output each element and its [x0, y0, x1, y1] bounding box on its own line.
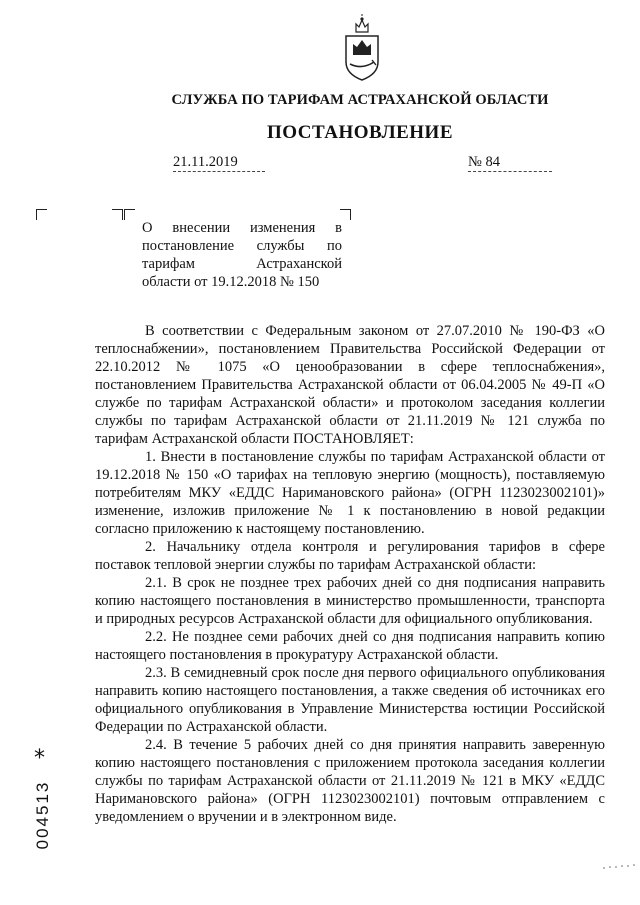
coat-of-arms-emblem — [340, 14, 384, 82]
preamble-paragraph: В соответствии с Федеральным законом от 27.07.2010 № 190-ФЗ «О теплоснабжении», постановлением Правительства Российской Федерации от 22.10.2012 № 1075 «О ценообразовании в сфере теплоснабжения», постановлением Правительства Астраханской области от 06.04.2005 № 49-П «О службе по тарифам Астраханской области» и протоколом заседания коллегии службы по тарифам Астраханской области от 21.11.2019 № 121 служба по тарифам Астраханской области ПОСТАНОВЛЯЕТ: — [95, 323, 605, 447]
subject-line: постановление службы по — [142, 238, 342, 254]
clause-2-4-paragraph: 2.4. В течение 5 рабочих дней со дня принятия направить заверенную копию настоящего постановления с приложением протокола заседания коллегии службы по тарифам Астраханской области от 21.11.2019 № 121 в МКУ «ЕДДС Наримановского района» (ОГРН 1123023002101) почтовым отправлением с уведомлением о вручении и в электронном виде. — [95, 737, 605, 825]
document-date: 21.11.2019 — [173, 154, 238, 170]
clause-2-1-paragraph: 2.1. В срок не позднее трех рабочих дней со дня подписания направить копию настоящего постановления в министерство промышленности, транспорта и природных ресурсов Астраханской области для официального опубликования. — [95, 575, 605, 627]
subject-line: области от 19.12.2018 № 150 — [142, 274, 320, 290]
corner-mark-subject-left-b — [124, 209, 135, 220]
document-body — [95, 322, 605, 826]
date-underline — [173, 171, 265, 172]
corner-mark-subject-left-a — [112, 209, 123, 220]
scan-artifact-dots — [600, 862, 640, 872]
stamp-number: 004513 — [33, 780, 52, 850]
registration-stamp — [32, 748, 54, 858]
subject-line: О внесении изменения в — [142, 220, 342, 236]
organization-name: СЛУЖБА ПО ТАРИФАМ АСТРАХАНСКОЙ ОБЛАСТИ — [171, 92, 549, 108]
stamp-star-mark: * — [34, 746, 45, 771]
clause-2-paragraph: 2. Начальнику отдела контроля и регулирования тарифов в сфере поставок тепловой энергии службы по тарифам Астраханской области: — [95, 539, 605, 573]
number-underline — [468, 171, 552, 172]
clause-2-3-paragraph: 2.3. В семидневный срок после дня первого официального опубликования направить копию настоящего постановления, а также сведения об источниках его официального опубликования в Управление Министерства юстиции Российской Федерации по Астраханской области. — [95, 665, 605, 735]
clause-1-paragraph: 1. Внести в постановление службы по тарифам Астраханской области от 19.12.2018 № 150 «О тарифах на тепловую энергию (мощность), поставляемую потребителям МКУ «ЕДДС Наримановского района» (ОГРН 1123023002101)» изменение, изложив приложение № 1 к постановлению в новой редакции согласно приложению к настоящему постановлению. — [95, 449, 605, 537]
document-subject — [142, 219, 342, 291]
corner-mark-left — [36, 209, 47, 220]
document-type-title: ПОСТАНОВЛЕНИЕ — [266, 122, 454, 143]
document-number: № 84 — [468, 154, 500, 170]
clause-2-2-paragraph: 2.2. Не позднее семи рабочих дней со дня подписания направить копию настоящего постановления в прокуратуру Астраханской области. — [95, 629, 605, 663]
subject-line: тарифам Астраханской — [142, 256, 342, 272]
